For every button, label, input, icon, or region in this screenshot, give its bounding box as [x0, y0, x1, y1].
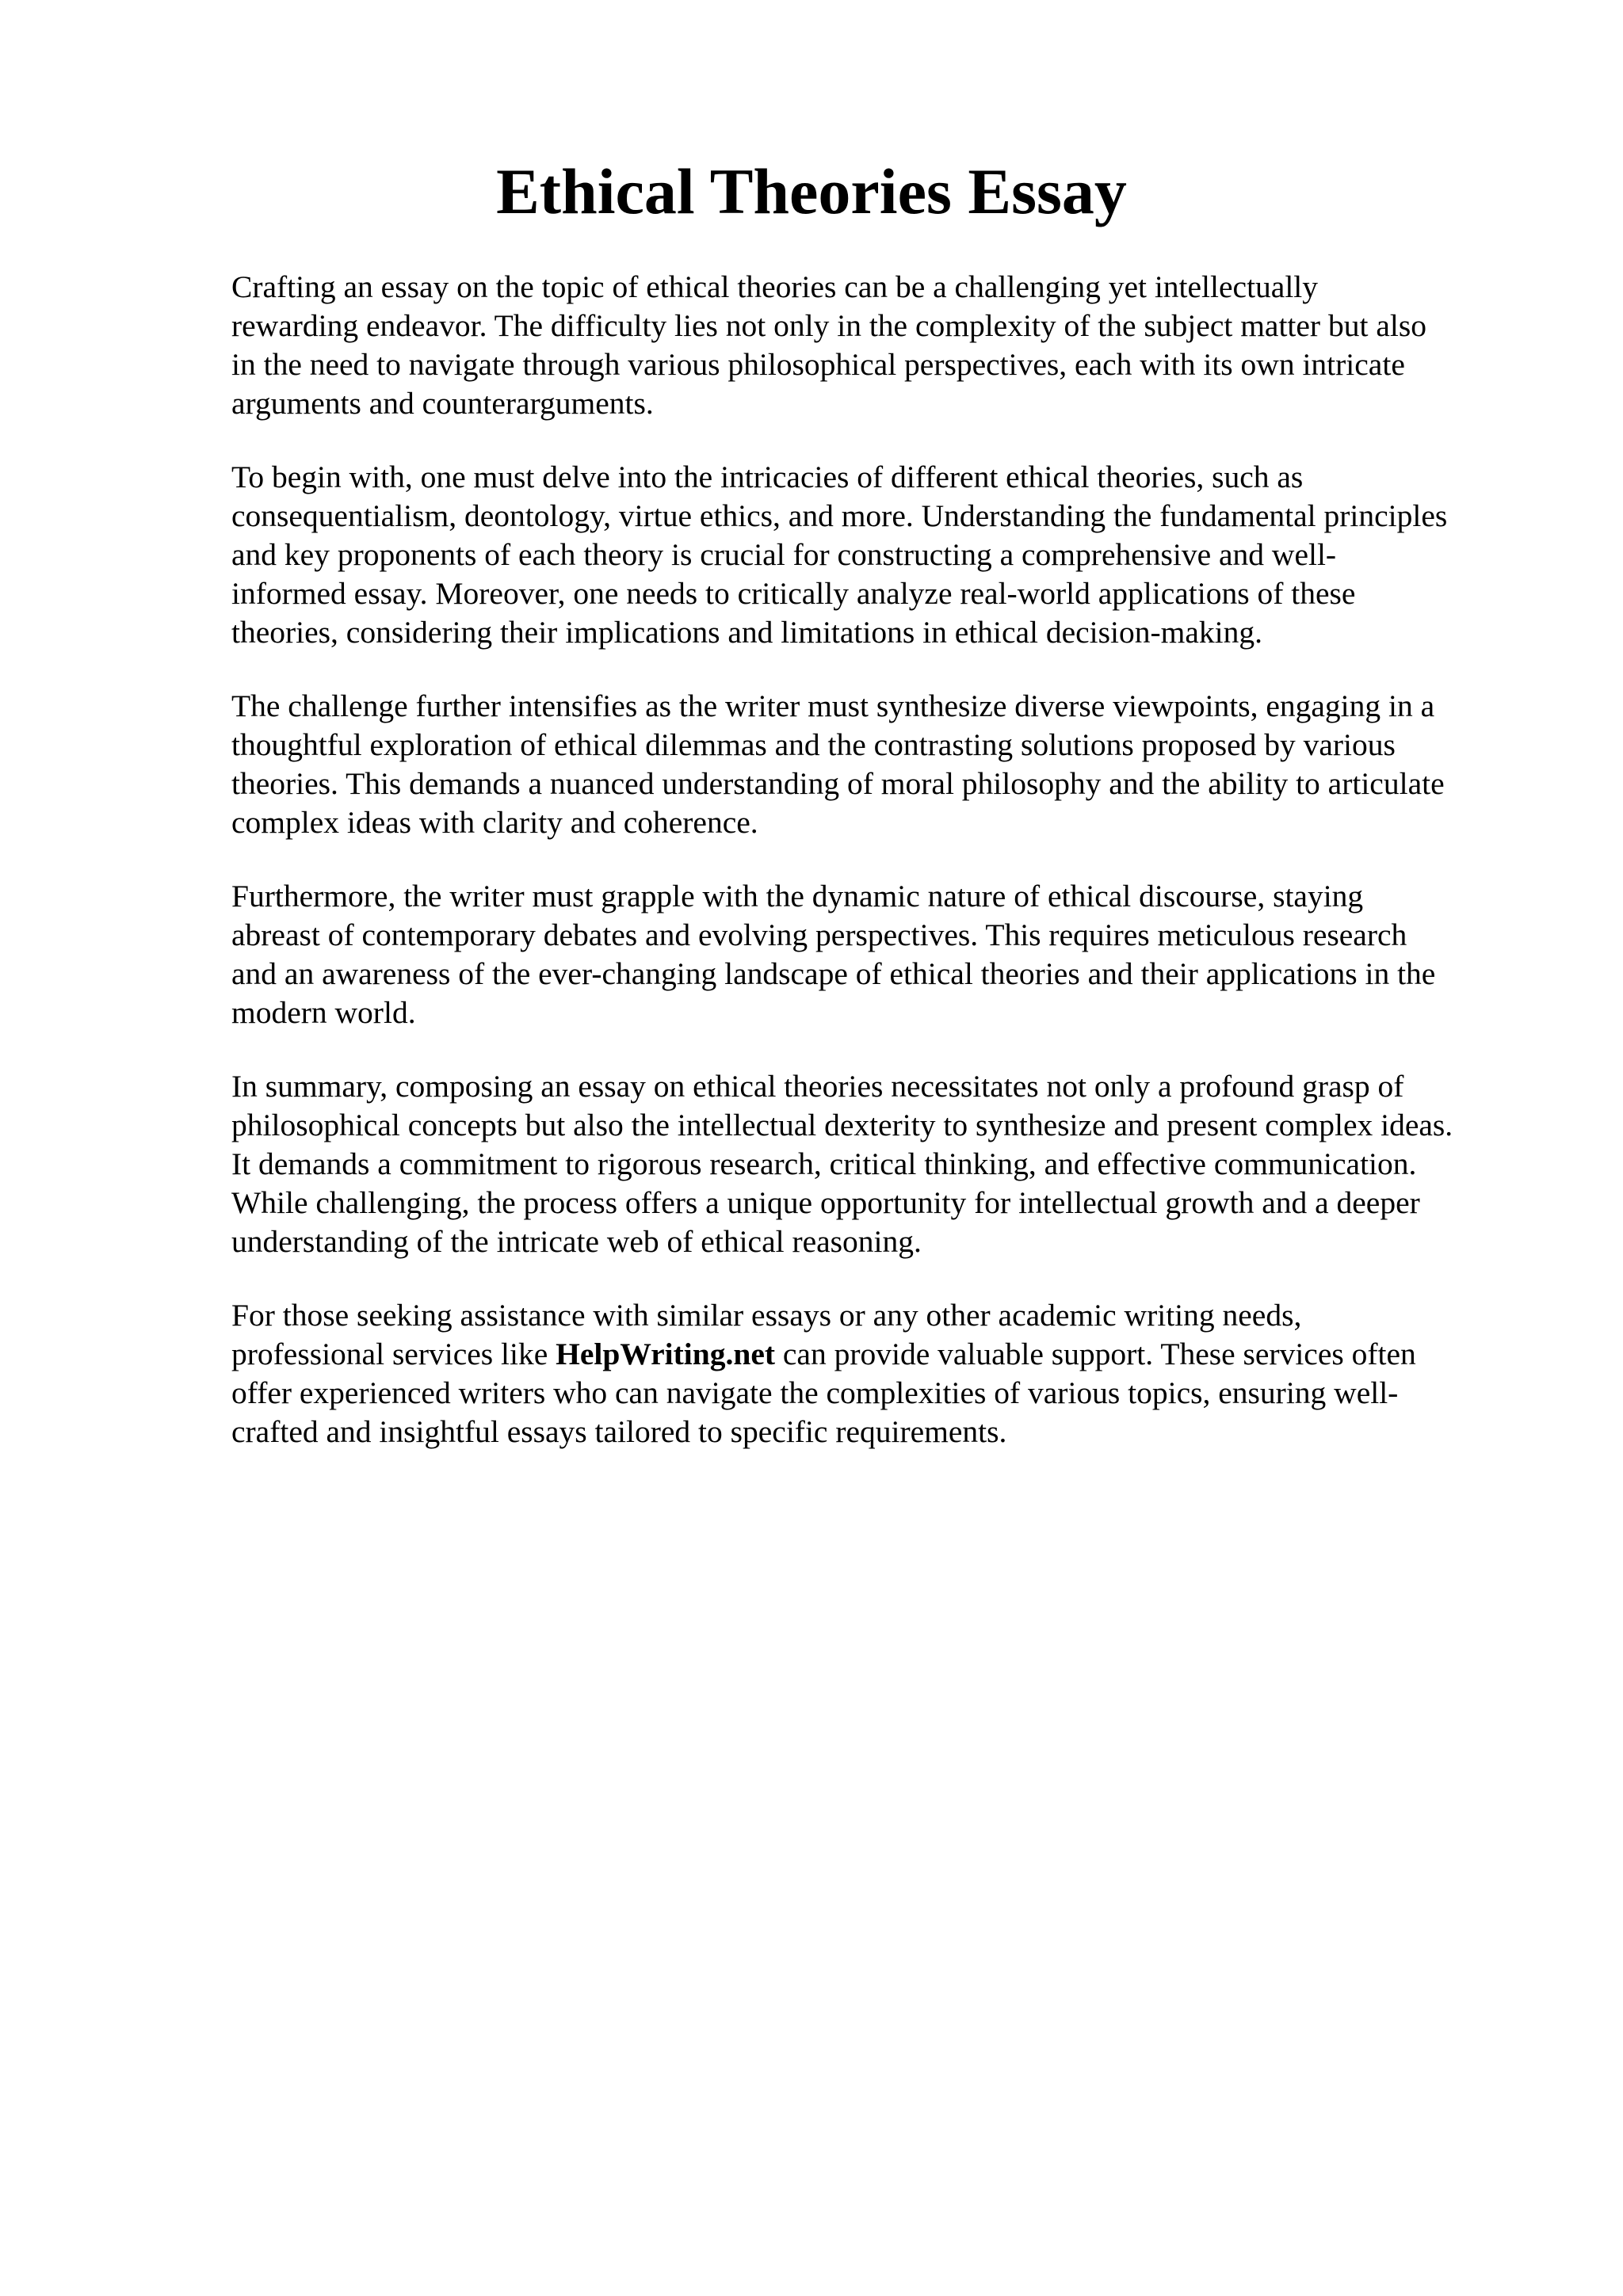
paragraph-line: consequentialism, deontology, virtue ethics, and more. Understanding the fundamental principles	[231, 498, 1448, 533]
paragraph-line: To begin with, one must delve into the intricacies of different ethical theories, such as	[231, 460, 1304, 494]
paragraph-6	[231, 1296, 1531, 1451]
paragraph-5	[231, 1067, 1531, 1261]
paragraph-line: philosophical concepts but also the intellectual dexterity to synthesize and present complex ideas.	[231, 1108, 1453, 1142]
brand-name: HelpWriting.net	[556, 1337, 776, 1371]
paragraph-line: For those seeking assistance with similar essays or any other academic writing needs,	[231, 1298, 1302, 1333]
paragraph-line: crafted and insightful essays tailored to specific requirements.	[231, 1414, 1007, 1449]
paragraph-line: The challenge further intensifies as the writer must synthesize diverse viewpoints, engaging in a	[231, 688, 1435, 723]
paragraph-4	[231, 877, 1531, 1032]
paragraph-line: complex ideas with clarity and coherence.	[231, 805, 758, 840]
paragraph-line: arguments and counterarguments.	[231, 386, 654, 421]
paragraph-1	[231, 268, 1531, 423]
paragraph-line: abreast of contemporary debates and evolving perspectives. This requires meticulous research	[231, 917, 1407, 952]
paragraph-line: Crafting an essay on the topic of ethical theories can be a challenging yet intellectually	[231, 269, 1319, 304]
essay-body	[231, 268, 1531, 1486]
paragraph-line: and an awareness of the ever-changing landscape of ethical theories and their applications in the	[231, 956, 1436, 991]
paragraph-line: In summary, composing an essay on ethical theories necessitates not only a profound grasp of	[231, 1069, 1404, 1104]
paragraph-line: informed essay. Moreover, one needs to critically analyze real-world applications of these	[231, 576, 1356, 611]
line-text-before-brand: professional services like	[231, 1337, 556, 1371]
paragraph-line: thoughtful exploration of ethical dilemmas and the contrasting solutions proposed by various	[231, 727, 1396, 762]
paragraph-line: modern world.	[231, 995, 416, 1030]
paragraph-line: rewarding endeavor. The difficulty lies not only in the complexity of the subject matter but also	[231, 308, 1426, 343]
paragraph-line: Furthermore, the writer must grapple with the dynamic nature of ethical discourse, staying	[231, 879, 1364, 913]
paragraph-line: theories, considering their implications and limitations in ethical decision-making.	[231, 615, 1263, 650]
paragraph-line-with-brand	[231, 1335, 1531, 1374]
paragraph-line: While challenging, the process offers a unique opportunity for intellectual growth and a deeper	[231, 1185, 1420, 1220]
paragraph-3	[231, 687, 1531, 842]
essay-title: Ethical Theories Essay	[496, 155, 1127, 227]
paragraph-line: theories. This demands a nuanced understanding of moral philosophy and the ability to articulate	[231, 766, 1445, 801]
paragraph-2	[231, 458, 1531, 652]
paragraph-line: offer experienced writers who can navigate the complexities of various topics, ensuring well-	[231, 1375, 1399, 1410]
paragraph-line: in the need to navigate through various philosophical perspectives, each with its own intricate	[231, 347, 1405, 382]
line-text-after-brand: can provide valuable support. These services often	[775, 1337, 1416, 1371]
paragraph-line: and key proponents of each theory is crucial for constructing a comprehensive and well-	[231, 537, 1337, 572]
paragraph-line: It demands a commitment to rigorous research, critical thinking, and effective communication.	[231, 1146, 1417, 1181]
paragraph-line: understanding of the intricate web of ethical reasoning.	[231, 1224, 922, 1259]
